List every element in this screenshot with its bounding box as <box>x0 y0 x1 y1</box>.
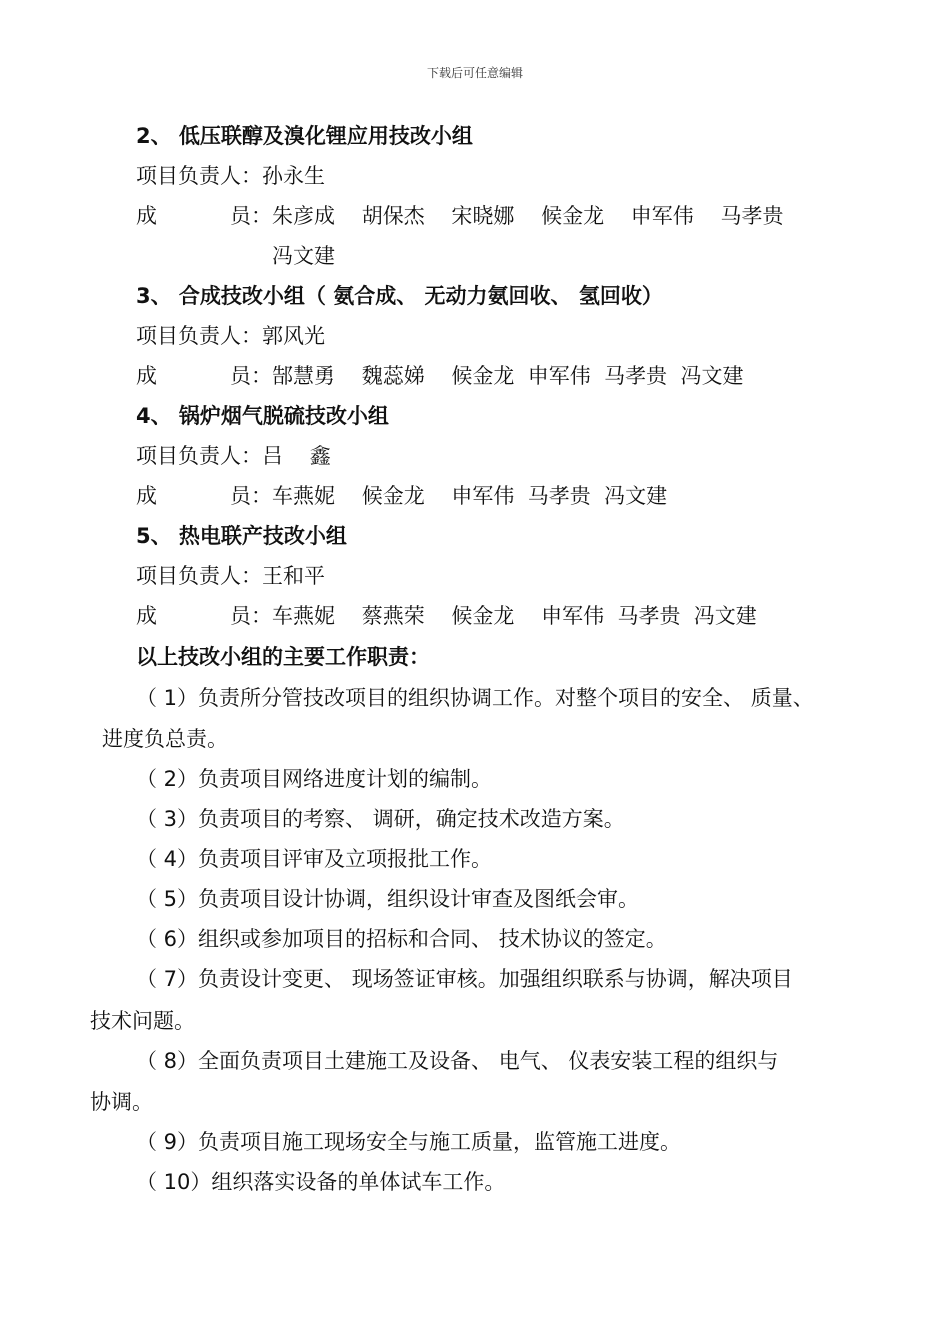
leader-label: 项目负责人： <box>136 164 262 188</box>
members-list: 朱彦成 胡保杰 宋晓娜 候金龙 申军伟 马孝贵 <box>272 204 784 228</box>
leader-name: 郭风光 <box>262 324 325 348</box>
duty-item: （ 8）全面负责项目土建施工及设备、 电气、 仪表安装工程的组织与 <box>136 1049 779 1073</box>
members-label-a: 成 <box>136 364 157 388</box>
members-row <box>136 486 667 507</box>
members-continued: 冯文建 <box>272 244 335 268</box>
duty-item: （ 1）负责所分管技改项目的组织协调工作。对整个项目的安全、 质量、 <box>136 686 814 710</box>
leader-row <box>136 566 325 587</box>
members-label-b: 员： <box>230 484 272 508</box>
members-label-b: 员： <box>230 604 272 628</box>
members-list: 郜慧勇 魏蕊娣 候金龙 申军伟 马孝贵 冯文建 <box>272 364 744 388</box>
leader-row <box>136 166 325 187</box>
duty-item-continued: 进度负总责。 <box>102 727 228 751</box>
leader-label: 项目负责人： <box>136 444 262 468</box>
members-list: 车燕妮 候金龙 申军伟 马孝贵 冯文建 <box>272 484 668 508</box>
duty-item: （ 9）负责项目施工现场安全与施工质量，监管施工进度。 <box>136 1130 682 1154</box>
leader-row <box>136 446 331 467</box>
group-title: 4、 锅炉烟气脱硫技改小组 <box>136 404 389 428</box>
members-label-a: 成 <box>136 484 157 508</box>
duty-item: （ 6）组织或参加项目的招标和合同、 技术协议的签定。 <box>136 927 667 951</box>
duty-item-continued: 技术问题。 <box>90 1009 195 1033</box>
leader-name: 吕 鑫 <box>262 444 331 468</box>
duty-item: （ 7）负责设计变更、 现场签证审核。加强组织联系与协调，解决项目 <box>136 967 793 991</box>
leader-row <box>136 326 325 347</box>
duty-item: （ 2）负责项目网络进度计划的编制。 <box>136 767 493 791</box>
group-title: 5、 热电联产技改小组 <box>136 524 347 548</box>
group-title: 2、 低压联醇及溴化锂应用技改小组 <box>136 124 473 148</box>
group-title: 3、 合成技改小组（ 氨合成、 无动力氨回收、 氢回收） <box>136 284 663 308</box>
leader-label: 项目负责人： <box>136 564 262 588</box>
leader-label: 项目负责人： <box>136 324 262 348</box>
members-list: 车燕妮 蔡燕荣 候金龙 申军伟 马孝贵 冯文建 <box>272 604 757 628</box>
members-row <box>136 206 784 227</box>
duty-item-continued: 协调。 <box>90 1090 153 1114</box>
duty-item: （ 10）组织落实设备的单体试车工作。 <box>136 1170 506 1194</box>
members-row <box>136 606 757 627</box>
members-label-b: 员： <box>230 364 272 388</box>
members-label-a: 成 <box>136 604 157 628</box>
leader-name: 王和平 <box>262 564 325 588</box>
duty-item: （ 3）负责项目的考察、 调研，确定技术改造方案。 <box>136 807 625 831</box>
page-header: 下载后可任意编辑 <box>426 66 523 80</box>
members-row <box>136 366 743 387</box>
duty-item: （ 5）负责项目设计协调，组织设计审查及图纸会审。 <box>136 887 640 911</box>
members-label-a: 成 <box>136 204 157 228</box>
leader-name: 孙永生 <box>262 164 325 188</box>
duty-item: （ 4）负责项目评审及立项报批工作。 <box>136 847 493 871</box>
duties-title: 以上技改小组的主要工作职责： <box>136 645 430 669</box>
members-label-b: 员： <box>230 204 272 228</box>
